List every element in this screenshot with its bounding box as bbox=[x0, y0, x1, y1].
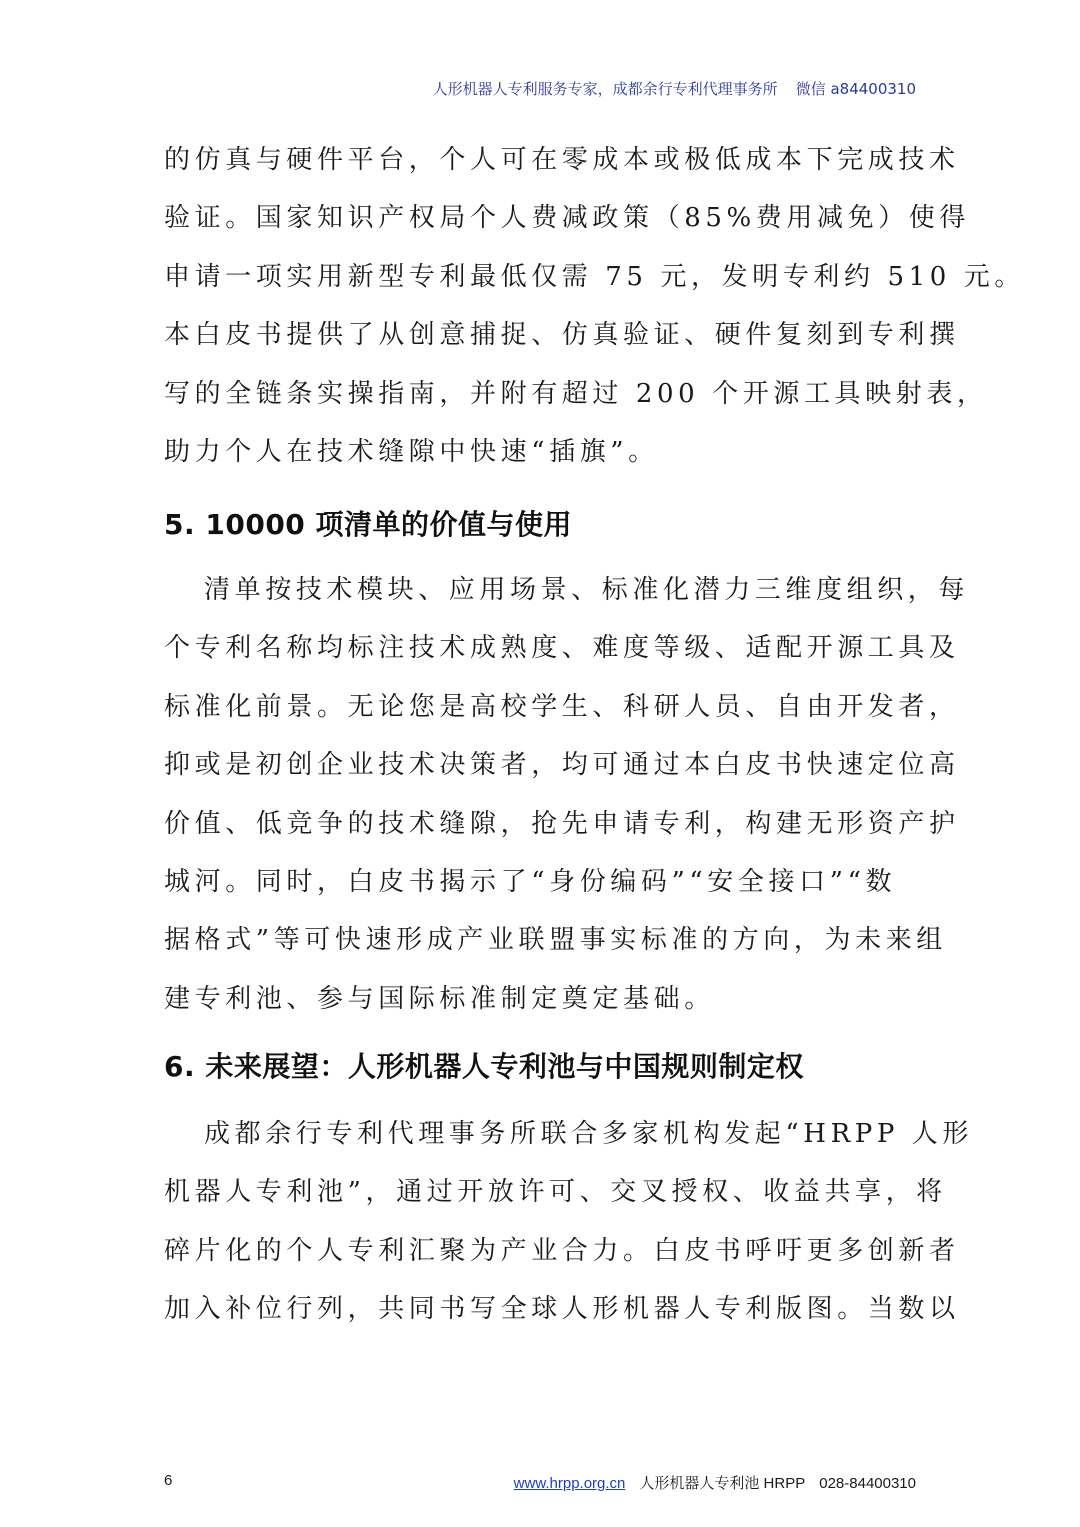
paragraph-line: 助力个人在技术缝隙中快速“插旗”。 bbox=[164, 436, 659, 467]
paragraph-line: 碎片化的个人专利汇聚为产业合力。白皮书呼吁更多创新者 bbox=[164, 1235, 960, 1266]
paragraph-line: 申请一项实用新型专利最低仅需 75 元，发明专利约 510 元。 bbox=[164, 261, 1025, 292]
paragraph-section-6 bbox=[164, 1105, 973, 1339]
paragraph-line: 个专利名称均标注技术成熟度、难度等级、适配开源工具及 bbox=[164, 633, 960, 664]
paragraph-line: 清单按技术模块、应用场景、标准化潜力三维度组织，每 bbox=[204, 575, 970, 605]
page-header bbox=[433, 78, 916, 99]
header-wechat: 微信 a84400310 bbox=[795, 80, 916, 98]
paragraph-line: 城河。同时，白皮书揭示了“身份编码”“安全接口”“数 bbox=[164, 866, 897, 897]
paragraph-line: 写的全链条实操指南，并附有超过 200 个开源工具映射表， bbox=[164, 378, 988, 409]
paragraph-continuation bbox=[164, 131, 1025, 481]
paragraph-line: 标准化前景。无论您是高校学生、科研人员、自由开发者， bbox=[164, 691, 960, 722]
paragraph-section-5 bbox=[164, 561, 970, 1028]
page-number: 6 bbox=[164, 1472, 173, 1489]
paragraph-line: 验证。国家知识产权局个人费减政策（85%费用减免）使得 bbox=[164, 203, 970, 234]
page-footer bbox=[514, 1472, 916, 1493]
paragraph-line: 据格式”等可快速形成产业联盟事实标准的方向，为未来组 bbox=[164, 925, 947, 956]
paragraph-line: 本白皮书提供了从创意捕捉、仿真验证、硬件复刻到专利撰 bbox=[164, 320, 960, 351]
paragraph-line: 加入补位行列，共同书写全球人形机器人专利版图。当数以 bbox=[164, 1294, 960, 1325]
paragraph-line: 建专利池、参与国际标准制定奠定基础。 bbox=[164, 983, 715, 1014]
section-heading-6: 6. 未来展望：人形机器人专利池与中国规则制定权 bbox=[164, 1050, 804, 1083]
paragraph-line: 的仿真与硬件平台，个人可在零成本或极低成本下完成技术 bbox=[164, 145, 960, 175]
section-heading-5: 5. 10000 项清单的价值与使用 bbox=[164, 508, 573, 541]
paragraph-line: 价值、低竞争的技术缝隙，抢先申请专利，构建无形资产护 bbox=[164, 808, 960, 839]
footer-phone: 028-84400310 bbox=[819, 1475, 916, 1492]
paragraph-line: 成都余行专利代理事务所联合多家机构发起“HRPP 人形 bbox=[204, 1119, 973, 1149]
website-link[interactable]: www.hrpp.org.cn bbox=[513, 1475, 626, 1492]
footer-org-name: 人形机器人专利池 HRPP bbox=[639, 1475, 806, 1492]
paragraph-line: 抑或是初创企业技术决策者，均可通过本白皮书快速定位高 bbox=[164, 750, 960, 781]
paragraph-line: 机器人专利池”，通过开放许可、交叉授权、收益共享，将 bbox=[164, 1177, 947, 1208]
header-tagline: 人形机器人专利服务专家，成都余行专利代理事务所 bbox=[432, 80, 778, 98]
